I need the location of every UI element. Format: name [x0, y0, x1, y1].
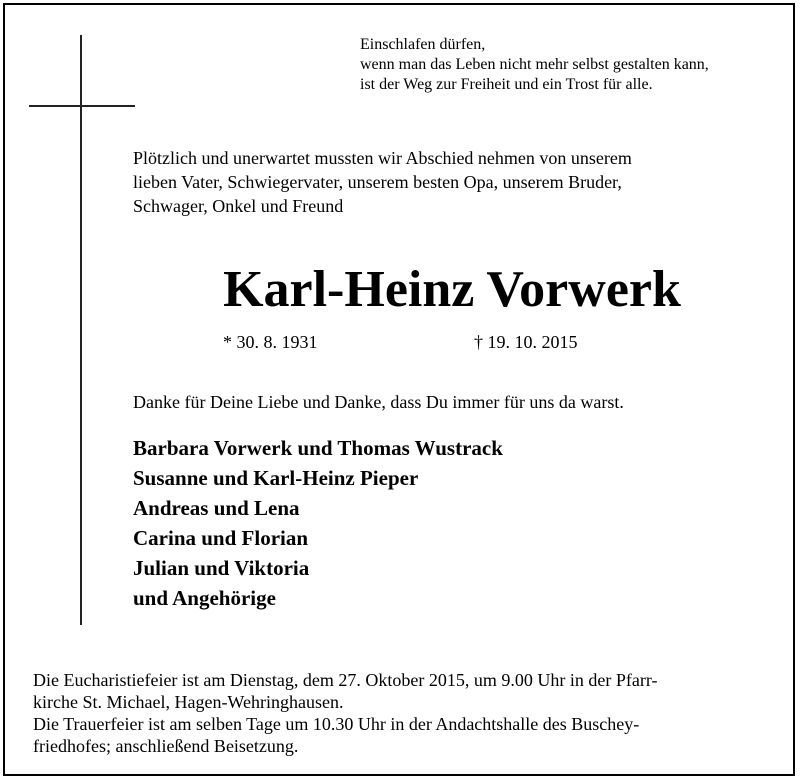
mourner-entry: und Angehörige	[133, 586, 276, 610]
death-date: † 19. 10. 2015	[474, 332, 578, 352]
intro-line: Plötzlich und unerwartet mussten wir Abschied nehmen von unserem	[133, 148, 632, 168]
cross-vertical-beam	[80, 35, 82, 625]
intro-line: Schwager, Onkel und Freund	[133, 196, 344, 216]
deceased-name: Karl-Heinz Vorwerk	[223, 261, 681, 318]
funeral-line: friedhofes; anschließend Beisetzung.	[33, 736, 299, 756]
mourner-entry: Susanne und Karl-Heinz Pieper	[133, 466, 419, 490]
mourners-list	[133, 433, 503, 613]
poem-line: wenn man das Leben nicht mehr selbst gestalten kann,	[360, 56, 709, 73]
poem	[360, 35, 709, 95]
funeral-line: Die Trauerfeier ist am selben Tage um 10.30 Uhr in der Andachtshalle des Buschey-	[33, 714, 640, 734]
poem-line: ist der Weg zur Freiheit und ein Trost für alle.	[360, 76, 653, 93]
mourner-entry: Carina und Florian	[133, 526, 309, 550]
thanks-text: Danke für Deine Liebe und Danke, dass Du immer für uns da warst.	[133, 392, 624, 412]
funeral-line: kirche St. Michael, Hagen-Wehringhausen.	[33, 692, 344, 712]
poem-line: Einschlafen dürfen,	[360, 36, 486, 53]
mourner-entry: Julian und Viktoria	[133, 556, 310, 580]
birth-date: * 30. 8. 1931	[223, 332, 318, 352]
mourner-entry: Barbara Vorwerk und Thomas Wustrack	[133, 436, 503, 460]
obituary-notice	[3, 3, 795, 776]
funeral-info	[33, 669, 657, 757]
mourner-entry: Andreas und Lena	[133, 496, 300, 520]
funeral-line: Die Eucharistiefeier ist am Dienstag, dem 27. Oktober 2015, um 9.00 Uhr in der Pfarr-	[33, 670, 658, 690]
intro-text	[133, 146, 632, 218]
cross-horizontal-beam	[29, 105, 135, 107]
intro-line: lieben Vater, Schwiegervater, unserem besten Opa, unserem Bruder,	[133, 172, 622, 192]
